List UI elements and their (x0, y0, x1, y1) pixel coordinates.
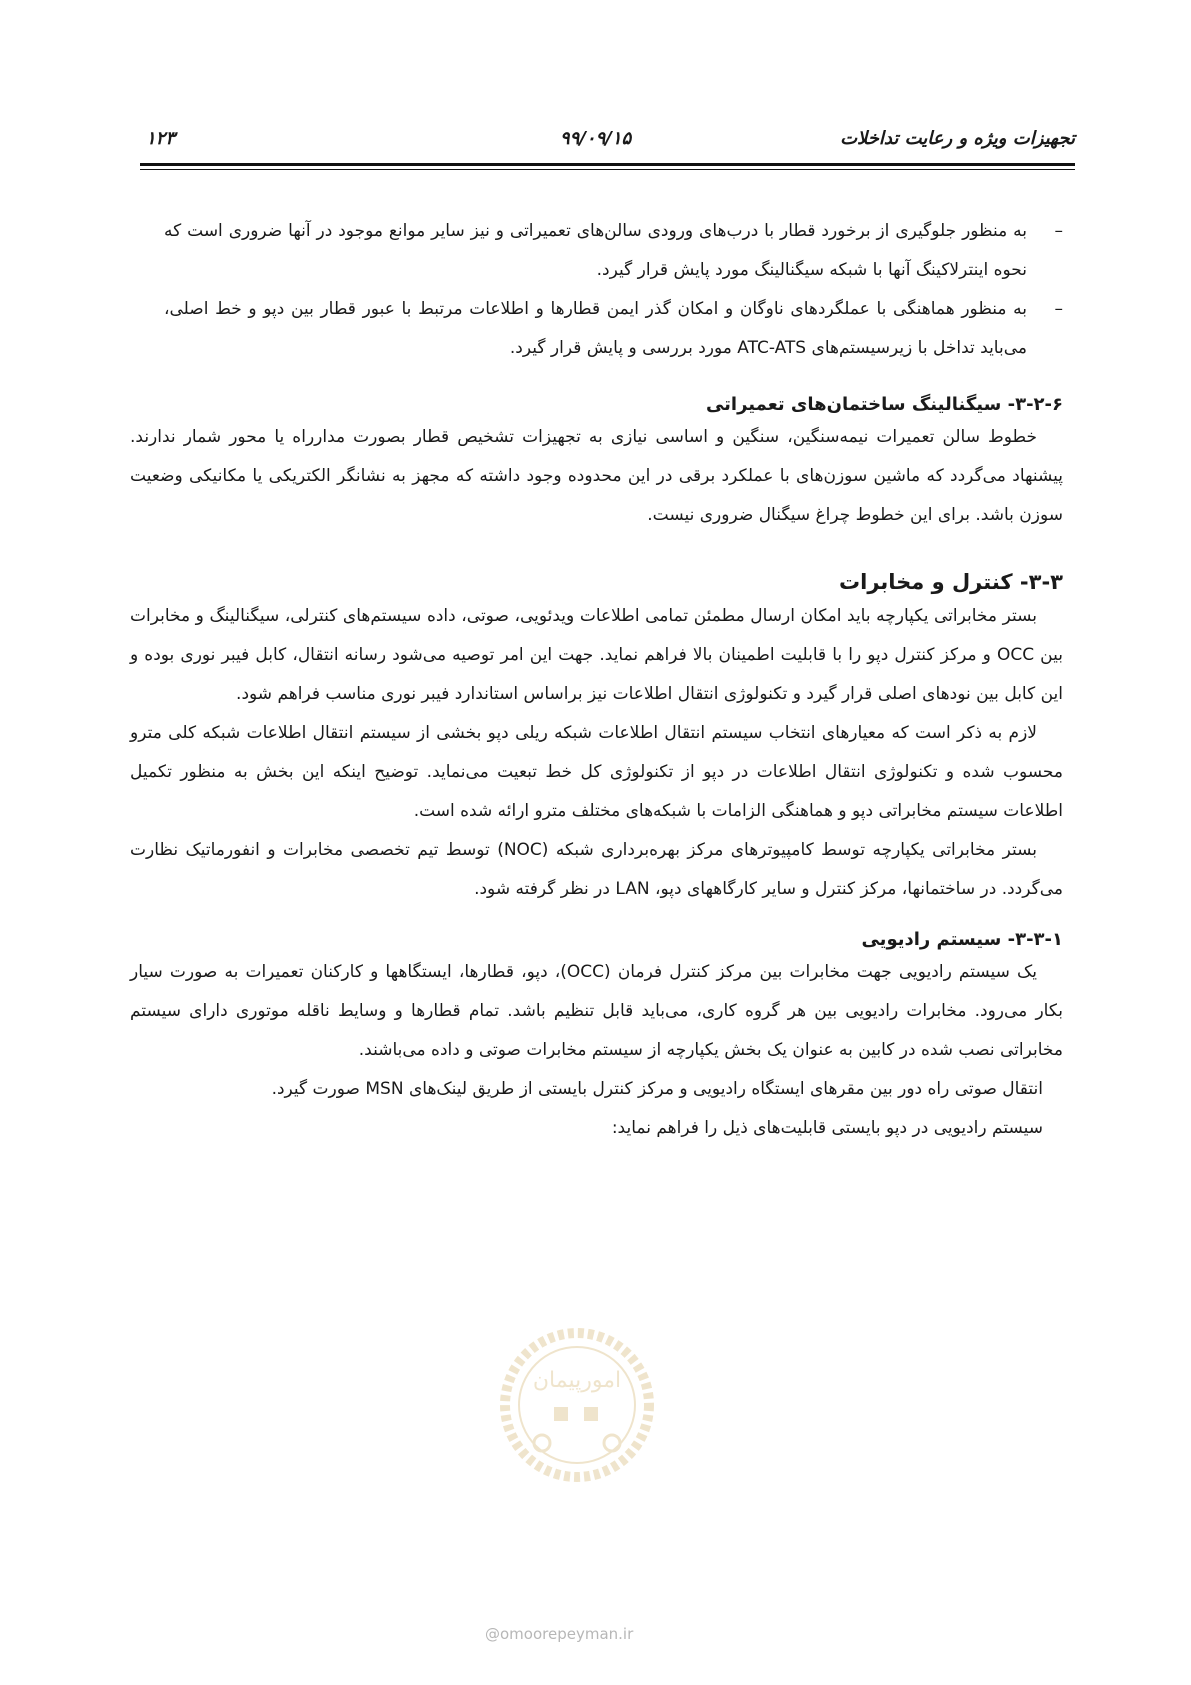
watermark-url: @omoorepeyman.ir (485, 1625, 634, 1643)
section-3-3-paragraph: بستر مخابراتی یکپارچه توسط کامپیوترهای مرکز بهره‌برداری شبکه (NOC) توسط تیم تخصصی مخابرات و انفورماتیک نظارت می‌گردد. در ساختمانها، مرکز کنترل و سایر کارگاههای دپو، LAN در نظر گرفته شود. (130, 840, 1063, 899)
section-3-3-1-line: سیستم رادیویی در دپو بایستی قابلیت‌های ذیل را فراهم نماید: (611, 1118, 1043, 1138)
bullet-text: به منظور هماهنگی با عملگردهای ناوگان و امکان گذر ایمن قطارها و اطلاعات مرتبط با عبور قطار بین دپو و خط اصلی، می‌باید تداخل با زیرسیستم‌های ATC-ATS مورد بررسی و پایش قرار گیرد. (164, 299, 1027, 358)
section-heading-3-3: ۳-۳- کنترل و مخابرات (839, 570, 1063, 594)
page-header (140, 128, 1075, 168)
dash-marker: – (1054, 221, 1063, 241)
section-3-3-1-body: یک سیستم رادیویی جهت مخابرات بین مرکز کنترل فرمان (OCC)، دپو، قطارها، ایستگاهها و کارکنان تعمیرات به صورت سیار بکار می‌رود. مخابرات رادیویی بین هر گروه کاری، می‌باید قابل تنظیم باشد. تمام قطارها و وسایط ناقله موتوری دارای سیستم مخابراتی نصب شده در کابین به عنوان یک بخش یکپارچه از سیستم مخابرات صوتی و داده می‌باشند. (130, 962, 1063, 1060)
list-item (130, 290, 1063, 368)
section-3-3-paragraph: لازم به ذکر است که معیارهای انتخاب سیستم انتقال اطلاعات شبکه ریلی دپو بخشی از سیستم انتقال اطلاعات شبکه کلی مترو محسوب شده و تکنولوژی انتقال اطلاعات در دپو از تکنولوژی کل خط تبعیت می‌نماید. توضیح اینکه این بخش به منظور تکمیل اطلاعات سیستم مخابراتی دپو و هماهنگی الزامات با شبکه‌های مختلف مترو ارائه شده است. (130, 723, 1063, 821)
header-rule-thick (140, 163, 1075, 166)
header-date: ۹۹/۰۹/۱۵ (560, 128, 632, 149)
watermark-logo-text: امورپیمان (532, 1368, 622, 1393)
section-heading-3-2-6: ۳-۲-۶- سیگنالینگ ساختمان‌های تعمیراتی (705, 394, 1063, 415)
section-3-2-6-body: خطوط سالن تعمیرات نیمه‌سنگین، سنگین و اساسی نیازی به تجهیزات تشخیص قطار بصورت مدارراه یا محور شمار ندارند. پیشنهاد می‌گردد که ماشین سوزن‌های با عملکرد برقی در این محدوده وجود داشته که مجهز به نشانگر الکتریکی یا مکانیکی وضعیت سوزن باشد. برای این خطوط چراغ سیگنال ضروری نیست. (130, 427, 1063, 525)
header-rule-thin (140, 169, 1075, 170)
watermark-logo (462, 1325, 692, 1485)
section-3-3-paragraph: بستر مخابراتی یکپارچه باید امکان ارسال مطمئن تمامی اطلاعات ویدئویی، صوتی، داده سیستم‌های کنترلی، سیگنالینگ و مخابرات بین OCC و مرکز کنترل دپو را با قابلیت اطمینان بالا فراهم نماید. جهت این امر توصیه می‌شود رسانه انتقال، کابل فیبر نوری بوده و این کابل بین نودهای اصلی قرار گیرد و تکنولوژی انتقال اطلاعات نیز براساس استاندارد فیبر نوری مناسب فراهم شود. (130, 606, 1063, 704)
bullet-text: به منظور جلوگیری از برخورد قطار با درب‌های ورودی سالن‌های تعمیراتی و نیز سایر موانع موجود در آنها ضروری است که نحوه اینترلاکینگ آنها با شبکه سیگنالینگ مورد پایش قرار گیرد. (164, 221, 1027, 280)
section-3-3-1-line: انتقال صوتی راه دور بین مقرهای ایستگاه رادیویی و مرکز کنترل بایستی از طریق لینک‌های MSN صورت گیرد. (271, 1079, 1043, 1099)
list-item (130, 212, 1063, 290)
dash-marker: – (1054, 299, 1063, 319)
page-number: ۱۲۳ (146, 128, 176, 149)
page-content (130, 212, 1063, 1148)
bullet-list (130, 212, 1063, 368)
section-heading-3-3-1: ۳-۳-۱- سیستم رادیویی (861, 929, 1063, 950)
header-title: تجهیزات ویژه و رعایت تداخلات (840, 128, 1075, 149)
